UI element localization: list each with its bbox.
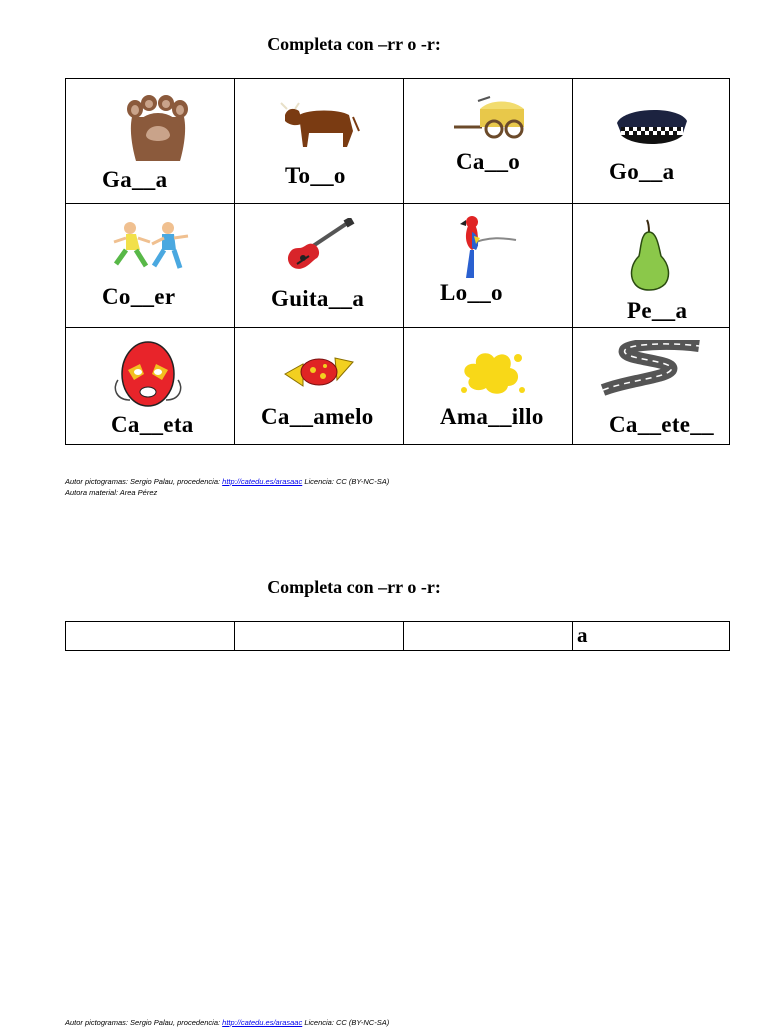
arasaac-link[interactable]: http://catedu.es/arasaac [222, 1018, 303, 1027]
wrestler-mask-icon [110, 340, 186, 410]
grid-cell [573, 328, 730, 445]
word-label: Lo__o [440, 280, 503, 305]
grid-cell [573, 79, 730, 204]
grid-cell [404, 79, 573, 204]
arasaac-link[interactable]: http://catedu.es/arasaac [222, 477, 303, 486]
grid-cell [404, 204, 573, 328]
word-label: Ama__illo [440, 404, 544, 429]
word-label: Guita__a [271, 286, 365, 311]
parrot-icon [460, 214, 518, 280]
word-label: Pe__a [627, 298, 688, 323]
grid-cell [573, 204, 730, 328]
word-grid [65, 78, 730, 445]
word-label: Ca__ete__ [609, 412, 714, 437]
word-label: a [577, 623, 588, 647]
grid-cell [235, 204, 404, 328]
grid-cell [66, 79, 235, 204]
credits-license: Licencia: CC (BY-NC-SA) [302, 477, 390, 486]
road-icon [599, 340, 703, 398]
worksheet-title [0, 34, 768, 55]
word-label: Ca__amelo [261, 404, 374, 429]
running-kids-icon [108, 220, 194, 276]
word-label: Ga__a [102, 167, 168, 192]
paw-icon [118, 95, 198, 161]
worksheet-title-text: Completa con –rr o -r: [267, 34, 441, 54]
grid-row [66, 622, 730, 651]
worksheet2-title [0, 577, 768, 598]
credits-material-author: Autora material: Area Pérez [65, 488, 158, 497]
grid-cell [66, 622, 235, 651]
grid-cell [404, 328, 573, 445]
grid-cell [235, 622, 404, 651]
grid-cell [404, 622, 573, 651]
yellow-splash-icon [456, 344, 526, 400]
police-cap-icon [613, 103, 689, 149]
word-label: To__o [285, 163, 346, 188]
word-grid-2 [65, 621, 730, 651]
credits-line [65, 476, 389, 487]
cart-icon [452, 95, 528, 139]
word-label: Co__er [102, 284, 176, 309]
grid-cell [573, 622, 730, 651]
credits-license: Licencia: CC (BY-NC-SA) [302, 1018, 390, 1027]
credits-line [65, 1017, 389, 1028]
credits-author: Autor pictogramas: Sergio Palau, procedencia: [65, 1018, 223, 1027]
bull-icon [279, 101, 363, 149]
grid-row [66, 328, 730, 445]
worksheet2-title-text: Completa con –rr o -r: [267, 577, 441, 597]
grid-cell [235, 328, 404, 445]
grid-cell [235, 79, 404, 204]
word-label: Go__a [609, 159, 675, 184]
grid-cell [66, 204, 235, 328]
pear-icon [627, 218, 675, 294]
word-label: Ca__eta [111, 412, 194, 437]
credits [65, 476, 389, 498]
grid-row [66, 79, 730, 204]
credits-author: Autor pictogramas: Sergio Palau, procedencia: [65, 477, 223, 486]
guitar-icon [283, 218, 355, 274]
grid-row [66, 204, 730, 328]
candy-icon [281, 348, 357, 392]
word-label: Ca__o [456, 149, 521, 174]
credits-2 [65, 1017, 389, 1028]
grid-cell [66, 328, 235, 445]
